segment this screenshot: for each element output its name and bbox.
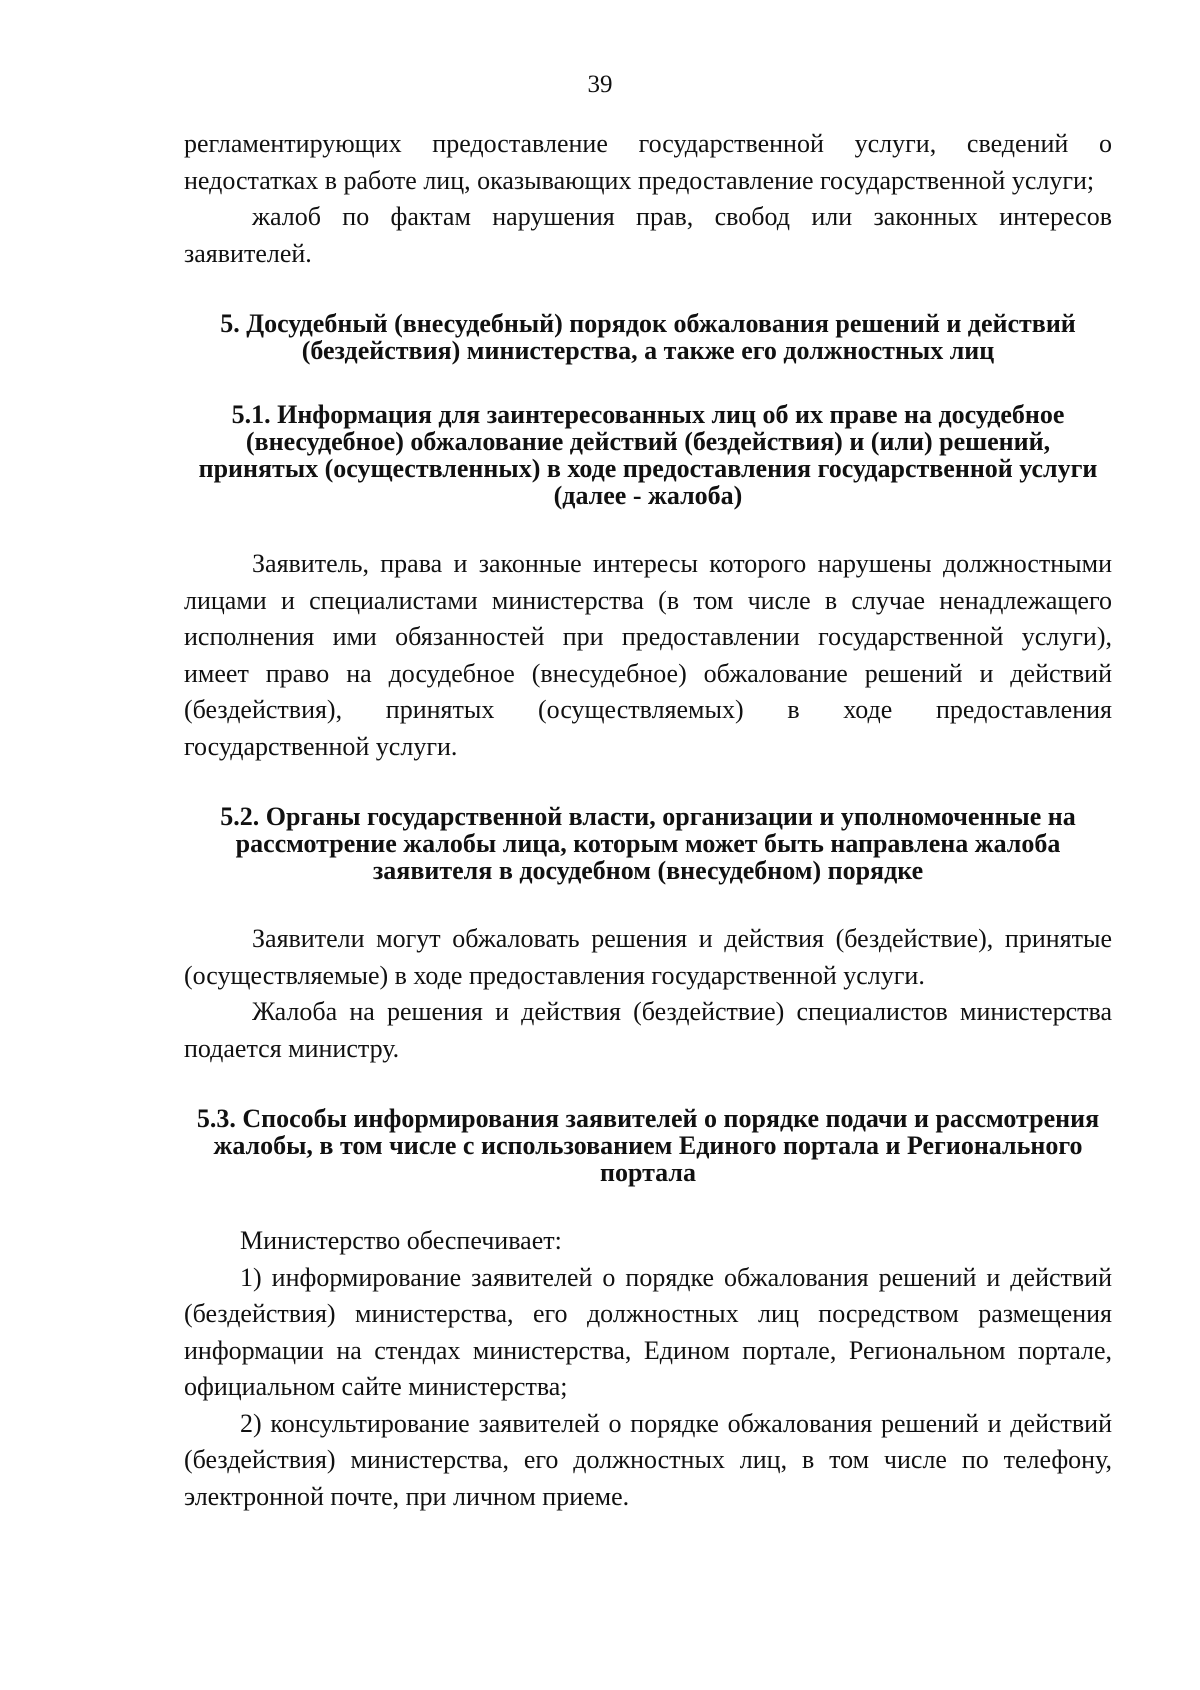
section-5-1-paragraph: Заявитель, права и законные интересы которого нарушены должностными лицами и специалистами министерства (в том числе в случае ненадлежащего исполнения ими обязанностей при предоставлении государственной услуги), имеет право на досудебное (внесудебное) обжалование решений и действий (бездействия), принятых (осуществляемых) в ходе предоставления государственной услуги.	[184, 549, 1112, 761]
intro-complaints-paragraph: жалоб по фактам нарушения прав, свобод или законных интересов заявителей.	[184, 202, 1112, 268]
section-5-1-heading: 5.1. Информация для заинтересованных лиц об их праве на досудебное (внесудебное) обжалование действий (бездействия) и (или) решений, принятых (осуществленных) в ходе предоставления государственной услуги (далее - жалоба)	[198, 400, 1098, 510]
section-5-3-item-1: 1) информирование заявителей о порядке обжалования решений и действий (бездействия) министерства, его должностных лиц посредством размещения информации на стендах министерства, Едином портале, Региональном портале, официальном сайте министерства;	[184, 1262, 1112, 1401]
section-5-2-heading: 5.2. Органы государственной власти, организации и уполномоченные на рассмотрение жалобы лица, которым может быть направлена жалоба заявителя в досудебном (внесудебном) порядке	[220, 802, 1076, 885]
intro-continuation-paragraph: регламентирующих предоставление государственной услуги, сведений о недостатках в работе лиц, оказывающих предоставление государственной услуги;	[184, 129, 1112, 195]
section-5-2-paragraph-2: Жалоба на решения и действия (бездействие) специалистов министерства подается министру.	[184, 997, 1112, 1063]
page-number: 39	[587, 71, 613, 98]
section-5-2-paragraph-1: Заявители могут обжаловать решения и действия (бездействие), принятые (осуществляемые) в ходе предоставления государственной услуги.	[184, 924, 1112, 990]
page-body	[184, 126, 1112, 1515]
section-5-heading: 5. Досудебный (внесудебный) порядок обжалования решений и действий (бездействия) министерства, а также его должностных лиц	[220, 309, 1076, 365]
section-5-3-item-2: 2) консультирование заявителей о порядке обжалования решений и действий (бездействия) министерства, его должностных лиц, в том числе по телефону, электронной почте, при личном приеме.	[184, 1408, 1112, 1511]
section-5-3-lead: Министерство обеспечивает:	[240, 1226, 562, 1255]
section-5-3-heading: 5.3. Способы информирования заявителей о порядке подачи и рассмотрения жалобы, в том числе с использованием Единого портала и Регионального портала	[196, 1104, 1100, 1187]
